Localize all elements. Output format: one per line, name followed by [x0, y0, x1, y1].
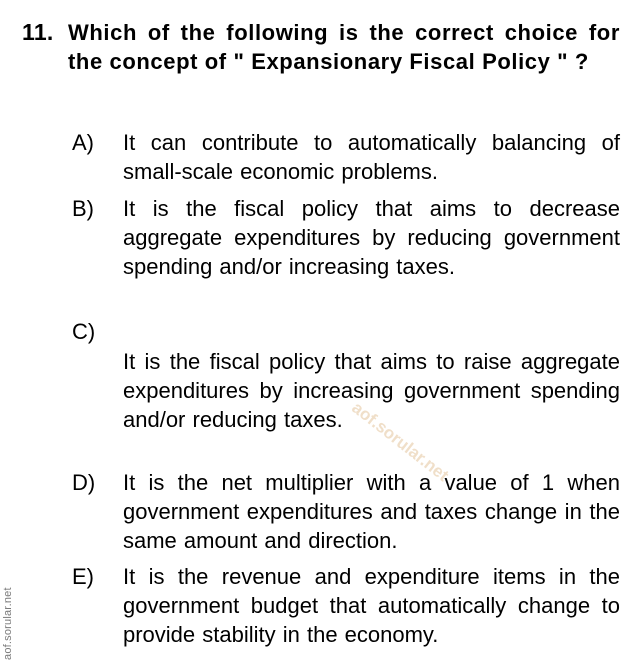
- option-e-label: E): [72, 564, 94, 589]
- option-c-label: C): [72, 319, 96, 344]
- option-b-text: It is the fiscal policy that aims to decrease aggregate expenditures by reducing government spending and/or increasing taxes.: [123, 196, 620, 279]
- option-a-label: A): [72, 130, 94, 155]
- option-a-text: It can contribute to automatically balancing of small-scale economic problems.: [123, 130, 620, 184]
- option-b-label: B): [72, 196, 94, 221]
- question-number: 11.: [22, 19, 54, 45]
- center-watermark: aof.sorular.net: [348, 398, 453, 486]
- option-e-text: It is the revenue and expenditure items in the government budget that automatically change to provide stability in the economy.: [123, 564, 620, 647]
- side-watermark: aof.sorular.net: [2, 587, 14, 660]
- option-c-text: It is the fiscal policy that aims to raise aggregate expenditures by increasing government spending and/or reducing taxes.: [123, 349, 620, 432]
- option-d-text: It is the net multiplier with a value of 1 when government expenditures and taxes change in the same amount and direction.: [123, 470, 620, 553]
- question-text: Which of the following is the correct choice for the concept of " Expansionary Fiscal Policy " ?: [68, 20, 620, 74]
- option-d-label: D): [72, 470, 96, 495]
